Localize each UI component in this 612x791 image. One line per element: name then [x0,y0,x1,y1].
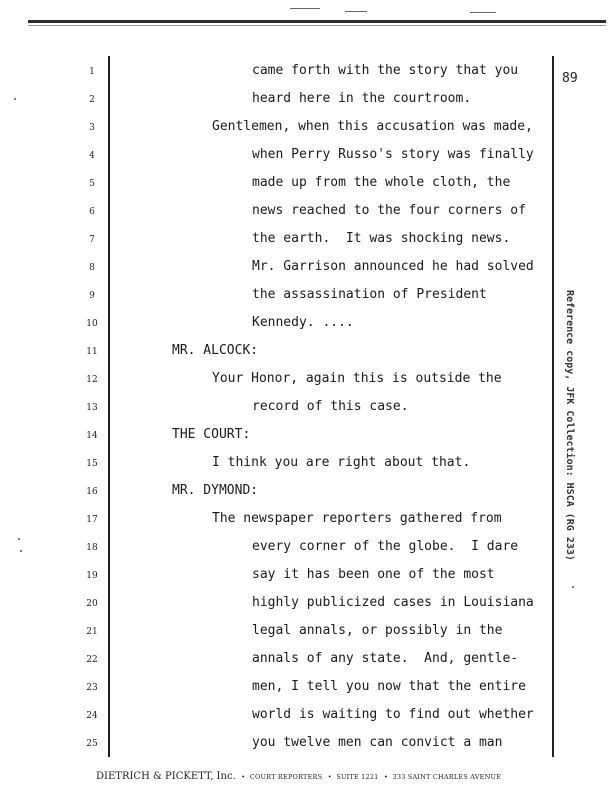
transcript-line [0,425,612,453]
transcript-line [0,509,612,537]
line-text: men, I tell you now that the entire [252,679,526,694]
transcript-line [0,733,612,761]
scan-artifact [290,8,320,9]
line-number: 23 [86,683,98,693]
page-number: 89 [562,71,578,86]
line-text: say it has been one of the most [252,567,495,582]
line-text: legal annals, or possibly in the [252,623,503,638]
line-number: 12 [86,375,98,385]
line-text: highly publicized cases in Louisiana [252,595,534,610]
line-number: 24 [86,711,98,721]
line-number: 4 [89,151,95,161]
transcript-line [0,229,612,257]
line-text: world is waiting to find out whether [252,707,534,722]
line-number: 7 [89,235,95,245]
line-text: you twelve men can convict a man [252,735,503,750]
line-number: 9 [89,291,95,301]
line-text: Kennedy. .... [252,315,354,330]
transcript-line [0,313,612,341]
line-number: 20 [86,599,98,609]
transcript-line [0,537,612,565]
line-text: Mr. Garrison announced he had solved [252,259,534,274]
line-number: 1 [89,67,95,77]
line-number: 6 [89,207,95,217]
line-number: 18 [86,543,98,553]
line-text: news reached to the four corners of [252,203,526,218]
line-number: 22 [86,655,98,665]
transcript-line [0,593,612,621]
transcript-line [0,341,612,369]
line-text: heard here in the courtroom. [252,91,472,106]
top-rule [28,20,606,23]
line-number: 21 [86,627,98,637]
transcript-line [0,61,612,89]
scan-artifact [345,11,367,12]
transcript-line [0,117,612,145]
footer-suite: SUITE 1221 [336,773,379,781]
top-rule-thin [28,25,606,26]
transcript-line [0,649,612,677]
line-text: MR. DYMOND: [172,483,259,498]
transcript-line [0,145,612,173]
line-text: I think you are right about that. [212,455,471,470]
line-number: 19 [86,571,98,581]
transcript-line [0,173,612,201]
scan-artifact [470,12,496,13]
line-number: 17 [86,515,98,525]
line-text: made up from the whole cloth, the [252,175,511,190]
line-number: 16 [86,487,98,497]
page-footer: DIETRICH & PICKETT, Inc. • COURT REPORTERS • SUITE 1221 • 333 SAINT CHARLES AVENUE [96,771,502,782]
line-number: 8 [89,263,95,273]
line-number: 5 [89,179,95,189]
transcript-line [0,705,612,733]
line-text: Gentlemen, when this accusation was made, [212,119,533,134]
transcript-line [0,285,612,313]
scan-speck [14,98,16,100]
line-text: The newspaper reporters gathered from [212,511,502,526]
line-text: came forth with the story that you [252,63,519,78]
transcript-line [0,621,612,649]
transcript-line [0,481,612,509]
line-text: the earth. It was shocking news. [252,231,511,246]
line-text: every corner of the globe. I dare [252,539,519,554]
scan-speck [572,586,574,588]
transcript-line [0,565,612,593]
transcript-line [0,257,612,285]
transcript-line [0,397,612,425]
transcript-line [0,89,612,117]
scan-speck [18,538,20,540]
footer-address: 333 SAINT CHARLES AVENUE [392,773,502,781]
line-text: the assassination of President [252,287,487,302]
line-number: 2 [89,95,95,105]
footer-role: COURT REPORTERS [249,773,323,781]
archive-reference-note: Reference copy, JFK Collection: HSCA (RG 233) [564,290,575,561]
line-number: 13 [86,403,98,413]
scan-speck [20,550,22,552]
line-number: 10 [86,319,98,329]
line-text: MR. ALCOCK: [172,343,259,358]
transcript-line [0,369,612,397]
line-text: annals of any state. And, gentle- [252,651,519,666]
line-number: 3 [89,123,95,133]
line-text: when Perry Russo's story was finally [252,147,534,162]
line-number: 25 [86,739,98,749]
transcript-line [0,201,612,229]
transcript-line [0,677,612,705]
line-number: 14 [86,431,98,441]
transcript-line [0,453,612,481]
line-number: 11 [86,347,98,357]
line-text: THE COURT: [172,427,251,442]
line-text: Your Honor, again this is outside the [212,371,502,386]
line-number: 15 [86,459,98,469]
court-reporter-firm: DIETRICH & PICKETT, Inc. [96,771,236,782]
line-text: record of this case. [252,399,409,414]
